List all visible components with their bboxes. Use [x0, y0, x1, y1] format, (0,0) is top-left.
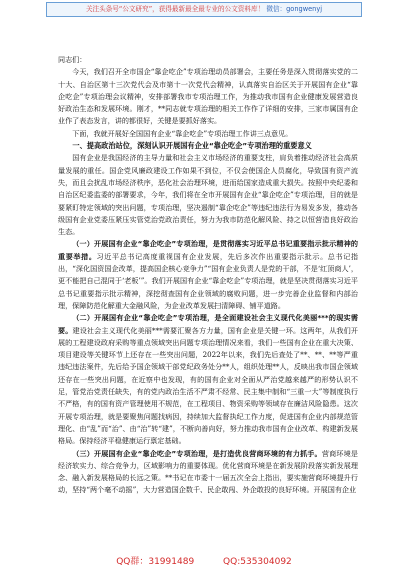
section-1-paragraph: 国有企业是我国经济的主导力量和社会主义市场经济的重要支柱，肩负着推动经济社会高质量发展的重任。国企党风廉政建设工作如果不到位，不仅会使国企人员腐化，导致国有资产流失，而且会扰乱市场经济秩序，恶化社会治理环境，进而给国家造成重大损失。按照中央纪委和自治区纪委监委的部署要求，今年，我们将在全市开展国有企业“靠企吃企”专项治理，目的就是要紧盯特定领域的突出问题，专项治理，坚决遏制“靠企吃企”等违纪违法行为易发多发，推动各级国有企业党委压紧压实管党治党政治责任，努力为我市防范化解风险、持之以恒营造良好政治生态。	[58, 153, 358, 237]
subsection-1-text: 习近平总书记高度重视国有企业发展，先后多次作出重要指示批示。总书记指出，“深化国资国企改革，提高国企核心竞争力”“国有企业负责人是党的干部，不是‘红顶商人’，更不能把自己混同于‘老板’”。我们开展国有企业“靠企吃企”专项治理，就是坚决贯彻落实习近平总书记重要指示批示精神，深挖彻查国有企业领域的腐败问题，进一步完善企业监督和内部治理，保障防范化解重大金融风险，为企业改革发展扫清障碍、铺平道路。	[58, 251, 358, 310]
subsection-1-title: （一）开展国有企业“靠企吃企”专项治理，是贯彻落实习近平总书记重要指示批示精神的重要举措。	[58, 239, 358, 261]
qq-number: QQ:535304092	[223, 557, 292, 567]
subsection-2-title: （二）开展国有企业“靠企吃企”专项治理，是全面建设社会主义现代化美丽***的现实需要。	[58, 313, 358, 335]
promo-banner[interactable]	[46, 2, 362, 17]
intro-paragraph-2: 下面，我就开展好全国国有企业“靠企吃企”专项治理工作讲三点意见。	[72, 128, 293, 138]
subsection-2	[58, 312, 358, 447]
promo-text: 关注头条号“公文研究”，获得最新最全最专业的公文资料库！	[85, 5, 265, 13]
subsection-3	[58, 448, 358, 497]
subsection-3-text: 营商环境是经济软实力、综合竞争力，区域影响力的重要体现。优化营商环境是在新发展阶段落实新发展理念、融入新发展格局的长远之策。**书记在市委十一届五次全会上指出，要实施营商环境提升行动，坚持“两个毫不动摇”，大力营造国企数千、民企敢闯、外企敢投的良好环境。开展国有企业	[58, 448, 358, 495]
wechat-id: 微信：gongwenyj	[266, 5, 323, 13]
subsection-1	[58, 238, 358, 312]
qq-group: QQ群：31991489	[116, 557, 195, 567]
intro-paragraph: 今天，我们召开全市国企“靠企吃企”专项治理动员部署会，主要任务是深入贯彻落实党的二十大、自治区第十三次党代会及市第十一次党代会精神，认真落实自治区关于开展国有企业“靠企吃企”专项治理会议精神，安排部署我市专项治理工作，为推动我市国有企业健康发展营造良好政治生态和发展环境。刚才，**同志就专项治理的相关工作作了详细的安排，三家市属国有企业作了表态发言，讲的都很好，关键是要抓好落实。	[58, 67, 358, 126]
subsection-2-text: 建设社会主义现代化美丽***需要汇聚各方力量，国有企业是关键一环。这两年，从我们开展的工程建设政府采购等重点领域突出问题专项治理情况来看，我们一些国有企业在重大决策、项目建设等关键环节上还存在一些突出问题，2022年以来，我们先后查处了**、**、**等严重违纪违法案件，先后给予国企领域干部党纪政务处分**人，组织处理**人，反映出我市国企领域还存在一些突出问题，在近察中也发现，有的国有企业对全面从严治党越来越严的形势认识不足，管党治党责任缺失，有的党内政治生活不严肃不经常、民主集中制和“三重一大”等制度执行不严格，有的国有资产管理使用不规范，在工程项目、物资采购等领域存在廉洁风险隐患。这次开展专项治理，就是要聚焦问题找病因，持续加大监督执纪工作力度，促进国有企业内部规范管理化、由“乱”而“治”、由“治”转“建”，不断向善向好，努力推动我市国有企业改革、构建新发展格局。保持经济平稳健康运行禀定基础。	[58, 325, 358, 446]
subsection-3-title: （三）开展国有企业“靠企吃企”专项治理，是打造优良营商环境的有力抓手。	[72, 448, 322, 458]
salutation: 同志们：	[58, 55, 87, 64]
footer-contact	[0, 554, 408, 570]
document-body	[58, 54, 358, 544]
section-heading-1: 一、提高政治站位，深刻认识开展国有企业“靠企吃企”专项治理的重要意义	[72, 141, 312, 151]
